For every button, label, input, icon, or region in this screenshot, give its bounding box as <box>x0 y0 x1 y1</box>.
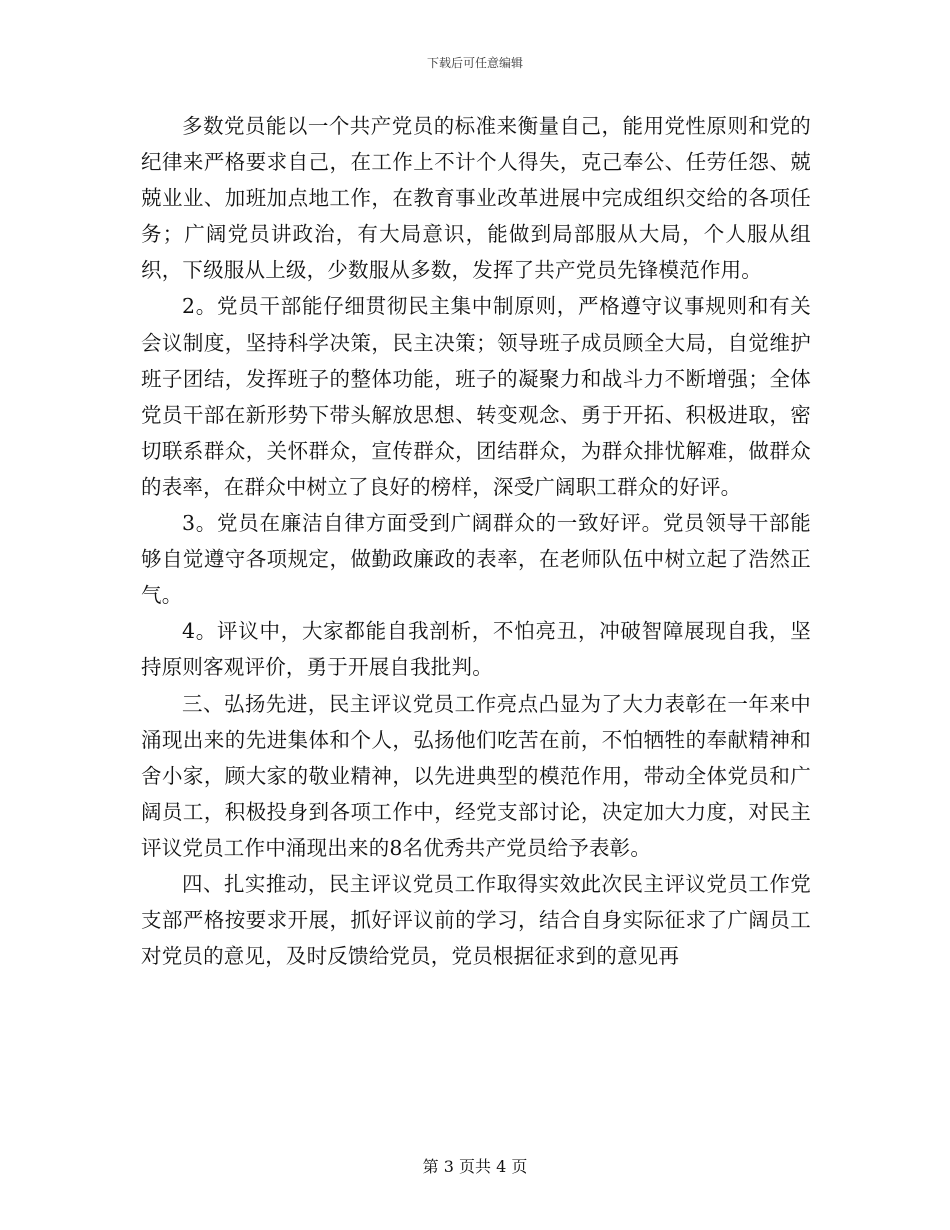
paragraph-party-member-standards: 多数党员能以一个共产党员的标准来衡量自己，能用党性原则和党的纪律来严格要求自己，在工作上不计个人得失，克己奉公、任劳任怨、兢兢业业、加班加点地工作，在教育事业改革进展中完成组织交给的各项任务；广阔党员讲政治，有大局意识，能做到局部服从大局，个人服从组织，下级服从上级，少数服从多数，发挥了共产党员先锋模范作用。 <box>141 114 811 283</box>
paragraph-section-4: 四、扎实推动，民主评议党员工作取得实效此次民主评议党员工作党支部严格按要求开展，抓好评议前的学习，结合自身实际征求了广阔员工对党员的意见，及时反馈给党员，党员根据征求到的意见再 <box>141 871 811 969</box>
page-header: 下载后可任意编辑 <box>426 56 523 70</box>
paragraph-point-3: 3。党员在廉洁自律方面受到广阔群众的一致好评。党员领导干部能够自觉遵守各项规定，做勤政廉政的表率，在老师队伍中树立起了浩然正气。 <box>141 511 811 608</box>
paragraph-point-2: 2。党员干部能仔细贯彻民主集中制原则，严格遵守议事规则和有关会议制度，坚持科学决策，民主决策；领导班子成员顾全大局，自觉维护班子团结，发挥班子的整体功能，班子的凝聚力和战斗力不断增强；全体党员干部在新形势下带头解放思想、转变观念、勇于开拓、积极进取，密切联系群众，关怀群众，宣传群众，团结群众，为群众排忧解难，做群众的表率，在群众中树立了良好的榜样，深受广阔职工群众的好评。 <box>141 294 811 499</box>
paragraph-section-3: 三、弘扬先进，民主评议党员工作亮点凸显为了大力表彰在一年来中涌现出来的先进集体和个人，弘扬他们吃苦在前，不怕牺牲的奉献精神和舍小家，顾大家的敬业精神，以先进典型的模范作用，带动全体党员和广阔员工，积极投身到各项工作中，经党支部讨论，决定加大力度，对民主评议党员工作中涌现出来的8名优秀共产党员给予表彰。 <box>141 691 811 860</box>
document-body <box>141 108 811 974</box>
page-footer: 第 3 页共 4 页 <box>422 1157 528 1176</box>
paragraph-point-4: 4。评议中，大家都能自我剖析，不怕亮丑，冲破智障展现自我，坚持原则客观评价，勇于开展自我批判。 <box>141 619 811 680</box>
